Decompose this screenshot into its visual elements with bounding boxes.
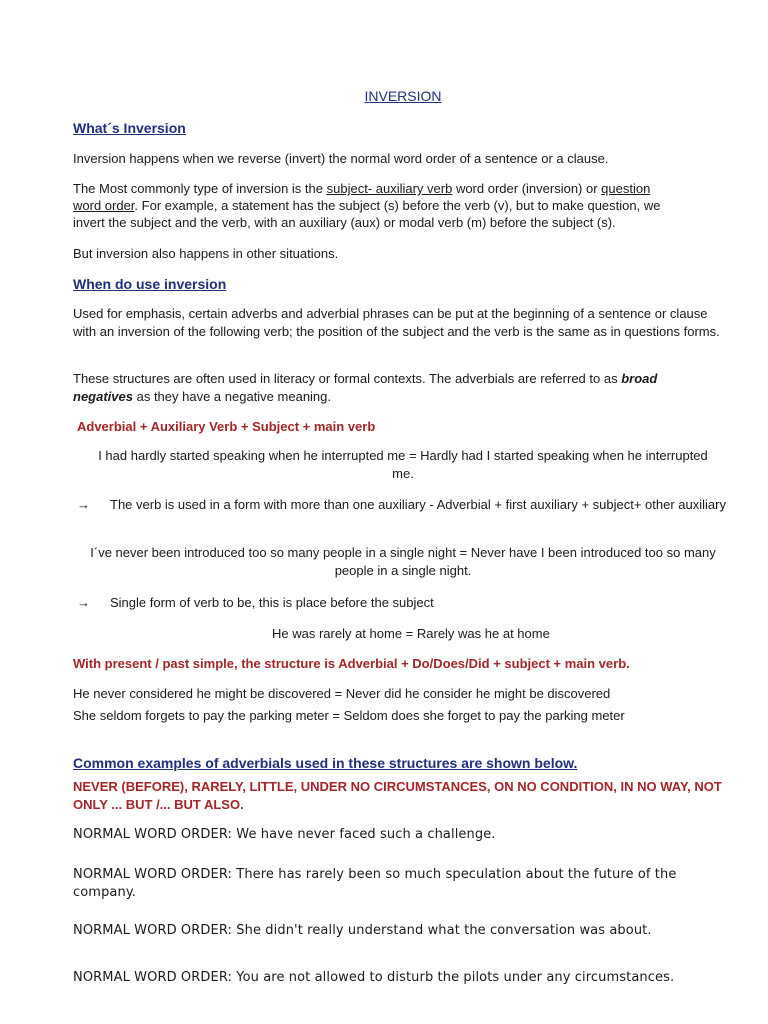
example-rarely: He was rarely at home = Rarely was he at home [272,626,550,641]
paragraph-broad-negatives: These structures are often used in literacy or formal contexts. The adverbials are referred to as broad negatives as they have a negative meaning. [73,371,658,404]
example-hardly: I had hardly started speaking when he interrupted me = Hardly had I started speaking when he interrupted me. [98,448,708,481]
normal-word-order-3: NORMAL WORD ORDER: She didn't really understand what the conversation was about. [73,923,652,938]
paragraph-emphasis: Used for emphasis, certain adverbs and adverbial phrases can be put at the beginning of a sentence or clause with an inversion of the following verb; the position of the subject and the verb is the same as in questions forms. [73,306,720,339]
adverbials-list: NEVER (BEFORE), RARELY, LITTLE, UNDER NO CIRCUMSTANCES, ON NO CONDITION, IN NO WAY, NOT ONLY ... BUT /... BUT ALSO. [73,779,722,812]
example-never-did: He never considered he might be discovered = Never did he consider he might be discovered [73,686,611,701]
example-seldom-does: She seldom forgets to pay the parking meter = Seldom does she forget to pay the parking meter [73,708,625,723]
heading-when-use-inversion: When do use inversion [73,276,227,292]
paragraph-definition: Inversion happens when we reverse (invert) the normal word order of a sentence or a clause. [73,151,609,166]
paragraph-common-type-line2: word order. For example, a statement has the subject (s) before the verb (v), but to make question, we [73,198,661,213]
heading-what-is-inversion: What´s Inversion [73,120,186,136]
paragraph-common-type-line3: invert the subject and the verb, with an auxiliary (aux) or modal verb (m) before the subject (s). [73,215,616,230]
bullet-more-than-one-auxiliary: The verb is used in a form with more than one auxiliary - Adverbial + first auxiliary + subject+ other auxiliary [110,497,726,512]
page-title: INVERSION [364,88,442,104]
bullet-single-form-verb-to-be: Single form of verb to be, this is place before the subject [110,595,434,610]
formula-adverbial-auxiliary: Adverbial + Auxiliary Verb + Subject + main verb [77,419,376,434]
paragraph-other-situations: But inversion also happens in other situations. [73,246,339,261]
arrow-right-icon: → [77,595,90,610]
heading-common-examples: Common examples of adverbials used in these structures are shown below. [73,755,578,771]
normal-word-order-4: NORMAL WORD ORDER: You are not allowed to disturb the pilots under any circumstances. [73,970,675,985]
arrow-right-icon: → [77,497,90,512]
normal-word-order-1: NORMAL WORD ORDER: We have never faced such a challenge. [73,827,496,842]
example-never-have: I´ve never been introduced too so many people in a single night = Never have I been introduced too so many people in a single night. [90,545,716,578]
paragraph-common-type-line1: The Most commonly type of inversion is the subject- auxiliary verb word order (inversion) or question [73,181,651,196]
normal-word-order-2: NORMAL WORD ORDER: There has rarely been so much speculation about the future of the company. [73,867,677,900]
formula-do-does-did: With present / past simple, the structure is Adverbial + Do/Does/Did + subject + main verb. [73,656,630,671]
